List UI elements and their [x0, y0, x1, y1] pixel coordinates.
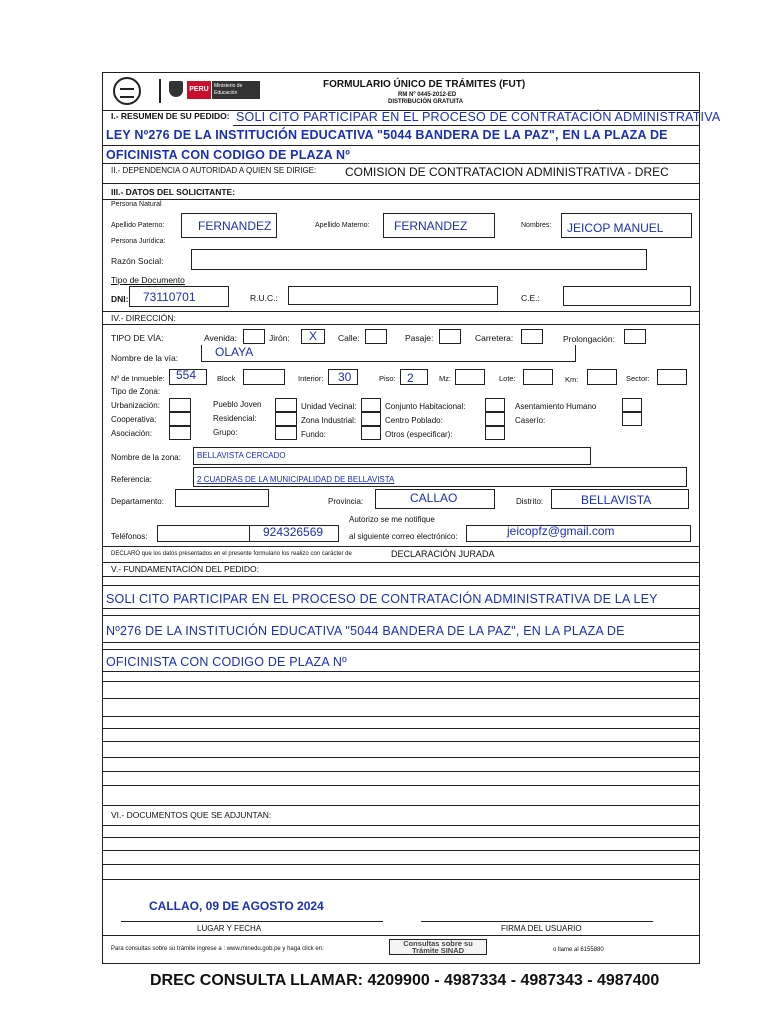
avenida-label: Avenida:	[204, 333, 237, 343]
section6-label: VI.- DOCUMENTOS QUE SE ADJUNTAN:	[111, 810, 272, 820]
departamento-field[interactable]	[175, 489, 269, 507]
prolongacion-label: Prolongación:	[563, 334, 615, 344]
ruc-label: R.U.C.:	[250, 293, 278, 303]
caserio-label: Caserío:	[515, 416, 546, 425]
section4-label: IV.- DIRECCIÓN:	[111, 313, 176, 323]
ce-field[interactable]	[563, 286, 691, 306]
centro-poblado-label: Centro Poblado:	[385, 416, 443, 425]
nombres-value: JEICOP MANUEL	[567, 221, 664, 235]
urbanizacion-label: Urbanización:	[111, 401, 160, 410]
conjunto-checkbox[interactable]	[485, 398, 505, 412]
nombre-zona-label: Nombre de la zona:	[111, 453, 181, 462]
section5-line2: Nº276 DE LA INSTITUCIÓN EDUCATIVA "5044 BANDERA DE LA PAZ", EN LA PLAZA DE	[106, 624, 625, 638]
piso-field[interactable]	[400, 369, 428, 385]
autorizo-label: Autorizo se me notifique	[349, 515, 435, 524]
form-title: FORMULARIO ÚNICO DE TRÁMITES (FUT)	[323, 79, 526, 90]
interior-label: Interior:	[298, 374, 324, 383]
section2-label: II.- DEPENDENCIA O AUTORIDAD A QUIEN SE DIRIGE:	[111, 166, 317, 175]
rm-number: RM Nº 0445-2012-ED	[398, 92, 457, 98]
apellido-materno-label: Apellido Materno:	[315, 222, 370, 229]
nombre-via-label: Nombre de la vía:	[111, 353, 179, 363]
tipo-documento-label: Tipo de Documento	[111, 275, 185, 285]
asociacion-label: Asociación:	[111, 429, 152, 438]
sector-field[interactable]	[657, 369, 687, 385]
peru-shield-icon	[169, 81, 183, 97]
section5-label: V.- FUNDAMENTACIÓN DEL PEDIDO:	[111, 564, 259, 574]
residencial-label: Residencial:	[213, 414, 257, 423]
cooperativa-label: Cooperativa:	[111, 415, 157, 424]
asentamiento-label: Asentamiento Humano	[515, 402, 597, 411]
block-label: Block	[217, 374, 236, 383]
section1-line3: OFICINISTA CON CODIGO DE PLAZA Nº	[106, 148, 351, 162]
inmueble-label: Nº de Inmueble:	[111, 374, 165, 383]
provincia-label: Provincia:	[328, 497, 364, 506]
jiron-mark: X	[309, 329, 318, 343]
distrito-value: BELLAVISTA	[581, 493, 652, 507]
fundo-checkbox[interactable]	[361, 426, 381, 440]
tipo-via-label: TIPO DE VÍA:	[111, 333, 164, 343]
centro-poblado-checkbox[interactable]	[485, 412, 505, 426]
section1-label: I.- RESUMEN DE SU PEDIDO:	[111, 111, 230, 121]
nombre-via-field[interactable]	[201, 345, 576, 362]
persona-natural-label: Persona Natural	[111, 201, 162, 208]
razon-social-field[interactable]	[191, 249, 647, 270]
zona-industrial-checkbox[interactable]	[361, 412, 381, 426]
persona-juridica-label: Persona Jurídica:	[111, 238, 166, 245]
telefono-value: 924326569	[263, 525, 324, 539]
distrito-label: Distrito:	[516, 497, 544, 506]
dni-value: 73110701	[143, 290, 196, 304]
calle-checkbox[interactable]	[365, 329, 387, 344]
lugar-fecha-label: LUGAR Y FECHA	[197, 924, 262, 933]
lote-field[interactable]	[523, 369, 553, 385]
otros-checkbox[interactable]	[485, 426, 505, 440]
departamento-label: Departamento:	[111, 497, 164, 506]
referencia-value: 2 CUADRAS DE LA MUNICIPALIDAD DE BELLAVISTA	[197, 475, 395, 484]
residencial-checkbox[interactable]	[275, 412, 297, 426]
asociacion-checkbox[interactable]	[169, 426, 191, 440]
piso-label: Piso:	[379, 374, 396, 383]
avenida-checkbox[interactable]	[243, 329, 265, 344]
fut-form	[102, 72, 721, 964]
caserio-checkbox[interactable]	[622, 412, 642, 426]
jiron-label: Jirón:	[269, 333, 290, 343]
carretera-label: Carretera:	[475, 333, 514, 343]
unidad-vecinal-label: Unidad Vecinal:	[301, 402, 357, 411]
ce-label: C.E.:	[521, 293, 540, 303]
apellido-materno-value: FERNANDEZ	[394, 219, 468, 233]
logo-divider	[159, 79, 161, 103]
otros-label: Otros (especificar):	[385, 430, 453, 439]
sinad-button[interactable]	[389, 939, 487, 955]
mz-label: Mz:	[439, 374, 452, 383]
inmueble-value: 554	[176, 368, 197, 382]
section5-line3: OFICINISTA CON CODIGO DE PLAZA Nº	[106, 655, 347, 669]
correo-label: al siguiente correo electrónico:	[349, 532, 458, 541]
llame-text: o llame al 6155880	[553, 947, 604, 953]
cooperativa-checkbox[interactable]	[169, 412, 191, 426]
consultas-text: Para consultas sobre su trámite ingrese a : www.minedu.gob.pe y haga click en:	[111, 946, 324, 952]
firma-label: FIRMA DEL USUARIO	[501, 924, 582, 933]
nombre-via-value: OLAYA	[215, 345, 254, 359]
pasaje-label: Pasaje:	[405, 333, 434, 343]
lugar-fecha-value: CALLAO, 09 DE AGOSTO 2024	[149, 899, 324, 913]
ministry-seal-icon	[113, 77, 141, 105]
calle-label: Calle:	[338, 333, 360, 343]
dni-label: DNI:	[111, 294, 129, 304]
section3-label: III.- DATOS DEL SOLICITANTE:	[111, 187, 236, 197]
apellido-paterno-label: Apellido Paterno:	[111, 222, 165, 229]
piso-value: 2	[407, 371, 414, 385]
urbanizacion-checkbox[interactable]	[169, 398, 191, 412]
unidad-vecinal-checkbox[interactable]	[361, 398, 381, 412]
ruc-field[interactable]	[288, 286, 498, 305]
km-label: Km:	[565, 375, 579, 384]
pasaje-checkbox[interactable]	[439, 329, 461, 344]
ministerio-logo: Ministerio de Educación	[212, 81, 260, 99]
sinad-line2: Trámite SINAD	[411, 946, 465, 955]
telefonos-label: Teléfonos:	[111, 532, 148, 541]
nombre-zona-value: BELLAVISTA CERCADO	[197, 451, 286, 460]
grupo-label: Grupo:	[213, 428, 238, 437]
declaro-text: DECLARO que los datos presentados en el presente formulario los realizo con carácter de	[111, 551, 352, 557]
tipo-zona-label: Tipo de Zona:	[111, 387, 161, 396]
fundo-label: Fundo:	[301, 430, 326, 439]
nombres-label: Nombres:	[521, 222, 552, 229]
zona-industrial-label: Zona Industrial:	[301, 416, 357, 425]
razon-social-label: Razón Social:	[111, 256, 164, 266]
apellido-paterno-value: FERNANDEZ	[198, 219, 272, 233]
lote-label: Lote:	[499, 374, 516, 383]
pueblo-joven-checkbox[interactable]	[275, 398, 297, 412]
conjunto-label: Conjunto Habitacional:	[385, 402, 466, 411]
section5-line1: SOLI CITO PARTICIPAR EN EL PROCESO DE CONTRATACIÓN ADMINISTRATIVA DE LA LEY	[106, 592, 658, 606]
bottom-banner: DREC CONSULTA LLAMAR: 4209900 - 4987334 - 4987343 - 4987400	[150, 972, 660, 989]
prolongacion-checkbox[interactable]	[624, 329, 646, 344]
sinad-line1: Consultas sobre su	[403, 939, 473, 948]
grupo-checkbox[interactable]	[275, 426, 297, 440]
interior-value: 30	[338, 370, 352, 384]
pueblo-joven-label: Pueblo Joven	[213, 400, 262, 409]
distribucion-gratuita: DISTRIBUCIÓN GRATUITA	[388, 99, 464, 105]
block-field[interactable]	[243, 369, 285, 385]
km-field[interactable]	[587, 369, 617, 385]
section1-line2: LEY Nº276 DE LA INSTITUCIÓN EDUCATIVA "5044 BANDERA DE LA PAZ", EN LA PLAZA DE	[106, 128, 668, 142]
correo-value: jeicopfz@gmail.com	[507, 524, 615, 538]
section2-value: COMISION DE CONTRATACION ADMINISTRATIVA - DREC	[345, 165, 669, 179]
mz-field[interactable]	[455, 369, 485, 385]
section1-line1: SOLI CITO PARTICIPAR EN EL PROCESO DE CONTRATACIÓN ADMINISTRATIVA	[236, 110, 721, 124]
referencia-label: Referencia:	[111, 475, 152, 484]
peru-logo: PERU	[187, 81, 211, 99]
declaracion-jurada: DECLARACIÓN JURADA	[391, 549, 495, 559]
sector-label: Sector:	[626, 374, 650, 383]
asentamiento-checkbox[interactable]	[622, 398, 642, 412]
provincia-value: CALLAO	[410, 491, 458, 505]
carretera-checkbox[interactable]	[521, 329, 543, 344]
